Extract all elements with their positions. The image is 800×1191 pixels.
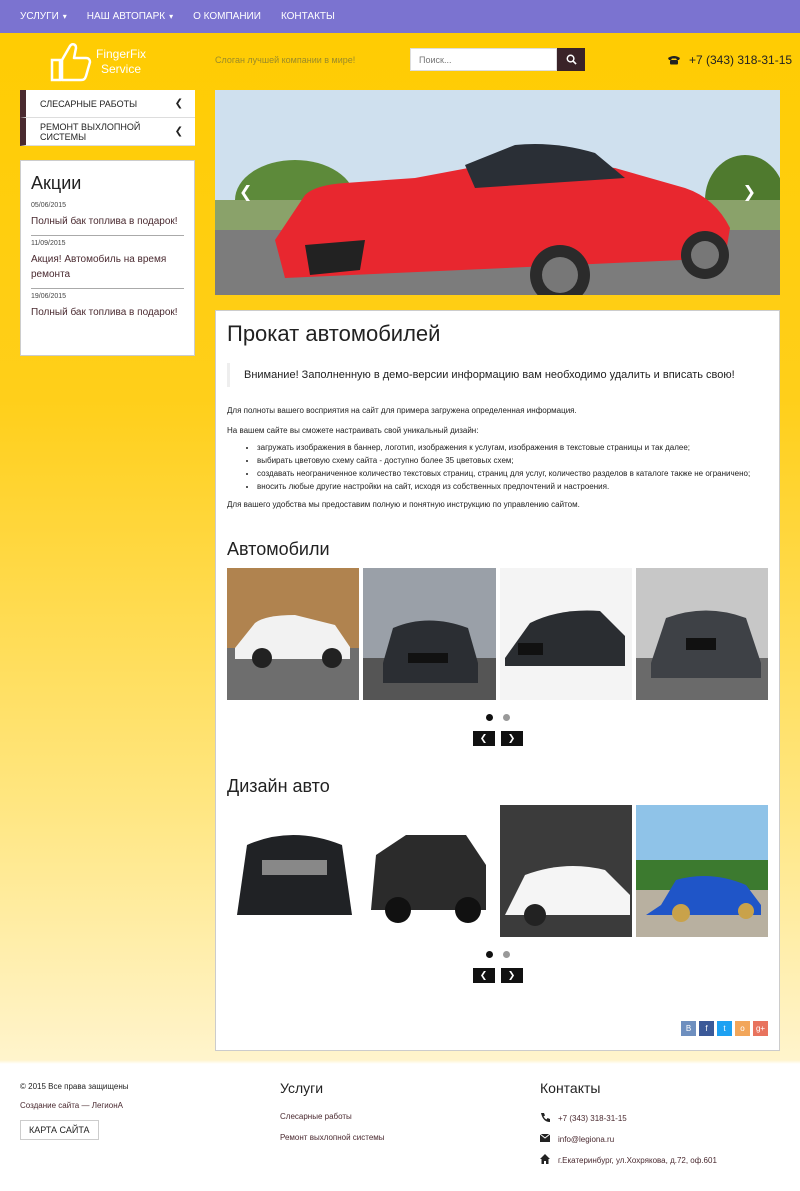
footer-address-text: г.Екатеринбург, ул.Хохрякова, д.72, оф.601 — [558, 1155, 717, 1165]
slider-dot[interactable] — [503, 951, 510, 958]
promo-date: 05/06/2015 — [31, 202, 67, 209]
intro-text: Для полноты вашего восприятия на сайт для примера загружена определенная информация. — [227, 406, 577, 415]
mail-icon — [540, 1134, 550, 1144]
vk-icon[interactable]: В — [681, 1021, 696, 1036]
promo-date: 11/09/2015 — [31, 240, 66, 247]
nav-item-fleet[interactable] — [87, 11, 173, 22]
nav-item-label: НАШ АВТОПАРК — [86, 11, 166, 22]
phone-icon — [540, 1112, 550, 1124]
gallery-thumb[interactable] — [363, 568, 495, 700]
search-form — [410, 48, 585, 71]
lead-text: На вашем сайте вы сможете настраивать свой уникальный дизайн: — [227, 426, 479, 435]
search-button[interactable] — [557, 48, 585, 71]
list-item: • вносить любые другие настройки на сайт, исходя из собственных предпочтений и настроения. — [257, 480, 768, 493]
nav-item-contacts[interactable] — [281, 11, 335, 22]
header-phone-number: +7 (343) 318-31-15 — [689, 53, 793, 67]
logo-line1: FingerFix — [96, 47, 147, 61]
promo-link[interactable]: Полный бак топлива в подарок! — [31, 216, 178, 227]
hero-banner — [215, 90, 780, 295]
gallery-cars-title: Автомобили — [227, 539, 330, 559]
footer-col-services — [280, 1080, 385, 1154]
banner-prev-arrow[interactable]: ❮ — [239, 184, 253, 201]
odnoklassniki-icon[interactable]: o — [735, 1021, 750, 1036]
gallery-prev-button[interactable] — [473, 968, 495, 983]
sidebar-item-locksmith[interactable] — [20, 90, 195, 118]
gallery-thumb[interactable] — [500, 568, 632, 700]
main-content — [215, 310, 780, 1051]
sidebar-item-exhaust[interactable] — [20, 118, 195, 146]
top-navigation — [0, 0, 800, 33]
sidebar-menu — [20, 90, 195, 146]
nav-item-label: КОНТАКТЫ — [280, 11, 335, 22]
feature-list — [257, 441, 768, 493]
footer-email-address: info@legiona.ru — [558, 1134, 615, 1144]
footer-col-copyright — [20, 1082, 128, 1140]
gallery-cars-pager — [227, 731, 768, 746]
slogan: Слоган лучшей компании в мире! — [215, 55, 356, 65]
copyright: © 2015 Все права защищены — [20, 1082, 129, 1091]
list-item: • выбирать цветовую схему сайта - доступно более 35 цветовых схем; — [257, 454, 768, 467]
outro-text: Для вашего удобства мы предоставим полную и понятную инструкцию по управлению сайтом. — [227, 500, 580, 509]
nav-item-services[interactable] — [20, 11, 67, 22]
phone-icon — [667, 55, 681, 65]
chevron-down-icon: ▾ — [62, 12, 67, 21]
promo-link[interactable]: Полный бак топлива в подарок! — [31, 307, 178, 318]
gallery-design-pager — [227, 968, 768, 983]
chevron-left-icon: ❮ — [479, 733, 488, 743]
gallery-thumb[interactable] — [500, 805, 632, 937]
chevron-left-icon: ❮ — [174, 126, 183, 137]
footer-service-link[interactable]: Ремонт выхлопной системы — [280, 1133, 385, 1142]
search-icon — [566, 54, 577, 65]
logo-line2: Service — [101, 62, 142, 76]
nav-item-about[interactable] — [193, 11, 261, 22]
promo-date: 19/06/2015 — [31, 293, 67, 300]
google-plus-icon[interactable]: g+ — [753, 1021, 768, 1036]
gallery-thumb[interactable] — [227, 568, 359, 700]
creator-link[interactable]: Создание сайта — ЛегионА — [20, 1101, 123, 1110]
gallery-design — [227, 805, 768, 937]
promo-link[interactable]: Акция! Автомобиль на время ремонта — [31, 254, 167, 280]
logo-text — [96, 47, 146, 77]
footer — [0, 1066, 800, 1191]
gallery-thumb[interactable] — [227, 805, 359, 937]
page-title: Прокат автомобилей — [227, 321, 441, 346]
gallery-thumb[interactable] — [636, 805, 768, 937]
footer-phone[interactable] — [540, 1112, 717, 1124]
nav-item-label: УСЛУГИ — [20, 11, 59, 22]
search-input[interactable] — [410, 48, 557, 71]
sidebar-item-label: СЛЕСАРНЫЕ РАБОТЫ — [40, 98, 138, 109]
footer-services-title: Услуги — [280, 1080, 324, 1096]
nav-item-label: О КОМПАНИИ — [193, 11, 261, 22]
gallery-thumb[interactable] — [636, 568, 768, 700]
slider-dot[interactable] — [503, 714, 510, 721]
chevron-left-icon: ❮ — [174, 98, 183, 109]
promo-item — [31, 236, 184, 289]
banner-next-arrow[interactable]: ❯ — [742, 184, 756, 201]
slider-dot[interactable] — [486, 951, 493, 958]
facebook-icon[interactable]: f — [699, 1021, 714, 1036]
gallery-next-button[interactable] — [501, 968, 523, 983]
social-share — [681, 1021, 768, 1036]
footer-service-link[interactable]: Слесарные работы — [280, 1112, 352, 1121]
gallery-design-title: Дизайн авто — [227, 776, 330, 796]
gallery-design-dots — [227, 951, 768, 958]
sitemap-button[interactable]: КАРТА САЙТА — [20, 1120, 99, 1140]
banner-car-image — [215, 90, 780, 295]
promo-item — [31, 198, 184, 236]
home-icon — [540, 1154, 550, 1166]
footer-col-contacts — [540, 1080, 717, 1176]
slider-dot[interactable] — [486, 714, 493, 721]
list-item: • загружать изображения в баннер, логотип, изображения к услугам, изображения в текстовые страницы и так далее; — [257, 441, 768, 454]
chevron-left-icon: ❮ — [479, 970, 488, 980]
logo[interactable] — [48, 40, 158, 84]
promo-item — [31, 289, 184, 326]
footer-phone-number: +7 (343) 318-31-15 — [558, 1113, 627, 1123]
gallery-cars-dots — [227, 714, 768, 721]
notice-block: Внимание! Заполненную в демо-версии информацию вам необходимо удалить и вписать свою! — [227, 363, 768, 387]
chevron-right-icon: ❯ — [507, 733, 516, 743]
footer-address — [540, 1154, 717, 1166]
twitter-icon[interactable]: t — [717, 1021, 732, 1036]
chevron-right-icon: ❯ — [507, 970, 516, 980]
gallery-prev-button[interactable] — [473, 731, 495, 746]
thumbs-up-icon — [48, 40, 94, 84]
list-item: • создавать неограниченное количество текстовых страниц, страниц для услуг, количество разделов в каталоге также не ограничено; — [257, 467, 768, 480]
footer-email[interactable] — [540, 1134, 717, 1144]
chevron-down-icon: ▾ — [169, 12, 174, 21]
header-phone[interactable] — [667, 53, 792, 67]
promo-block — [20, 160, 195, 356]
gallery-thumb[interactable] — [363, 805, 495, 937]
gallery-cars — [227, 568, 768, 700]
footer-contacts-title: Контакты — [540, 1080, 601, 1096]
promo-title: Акции — [31, 173, 82, 193]
gallery-next-button[interactable] — [501, 731, 523, 746]
sidebar-item-label: РЕМОНТ ВЫХЛОПНОЙ СИСТЕМЫ — [40, 121, 141, 142]
